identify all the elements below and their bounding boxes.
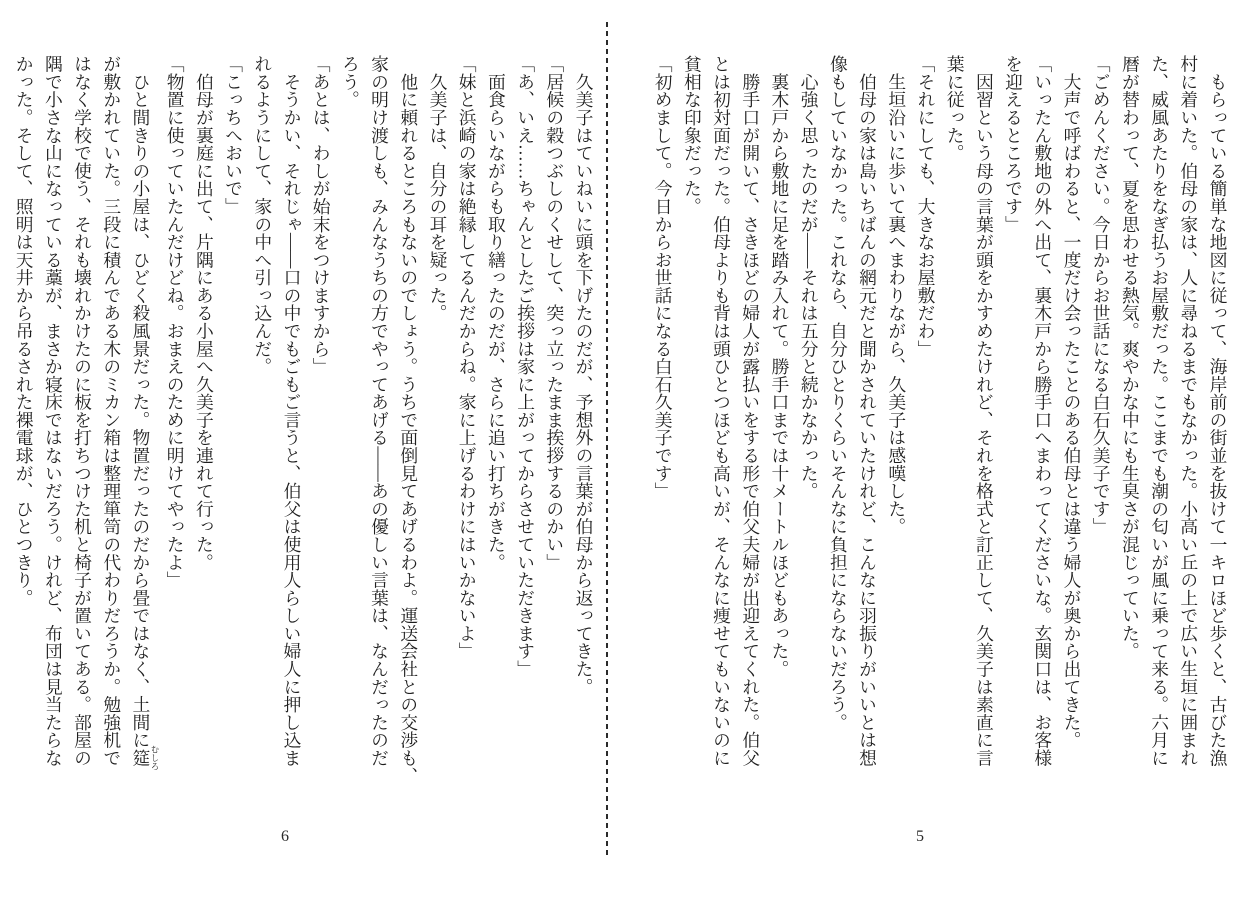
text-column: 「あ、いえ……ちゃんとしたご挨拶は家に上がってからさせていただきます」	[515, 55, 536, 678]
text-column: 村に着いた。伯母の家は、人に尋ねるまでもなかった。小高い丘の上で広い生垣に囲まれ	[1178, 55, 1199, 767]
text-column: 久美子は、自分の耳を疑った。	[427, 55, 448, 322]
text-column: ひと間きりの小屋は、ひどく殺風景だった。物置だったのだから畳ではなく、土間に筵 むしろ	[130, 55, 160, 771]
text-column: かった。そして、照明は天井から吊るされた裸電球が、ひとつきり。	[14, 55, 35, 607]
text-column: を迎えるところです」	[1003, 55, 1024, 233]
ruby-annotated-kanji: 筵 むしろ	[130, 744, 160, 771]
text-column: そうかい、それじゃ――口の中でもごもご言うと、伯父は使用人らしい婦人に押し込ま	[281, 55, 302, 767]
text-column: もらっている簡単な地図に従って、海岸前の街並を抜けて一キロほど歩くと、古びた漁	[1208, 55, 1228, 767]
text-column: 「こっちへおいで」	[223, 55, 244, 216]
text-column: 「いったん敷地の外へ出て、裏木戸から勝手口へまわってくださいな。玄関口は、お客様	[1032, 55, 1053, 767]
text-column: 「妹と浜崎の家は絶縁してるんだからね。家に上げるわけにはいかないよ」	[457, 55, 478, 660]
text-column: 「それにしても、大きなお屋敷だわ」	[915, 55, 936, 358]
book-page-left	[12, 55, 598, 800]
text-column: 心強く思ったのだが――それは五分と続かなかった。	[799, 55, 820, 500]
text-column: 葉に従った。	[945, 55, 966, 162]
text-column: 隅で小さな山になっている藁が、まさか寝床ではないだろう。けれど、布団は見当たらな	[43, 55, 64, 767]
text-column: 伯母の家は島いちばんの網元だと聞かされていたけれど、こんなに羽振りがいいとは想	[857, 55, 878, 767]
text-column: 大声で呼ばわると、一度だけ会ったことのある伯母とは違う婦人が奥から出てきた。	[1061, 55, 1082, 749]
text-column: 因習という母の言葉が頭をかすめたけれど、それを格式と訂正して、久美子は素直に言	[974, 55, 995, 767]
text-column: 面食らいながらも取り繕ったのだが、さらに追い打ちがきた。	[486, 55, 507, 571]
text-column: 「あとは、わしが始末をつけますから」	[311, 55, 332, 376]
text-column: た、威風あたりをなぎ払うお屋敷だった。ここまでも潮の匂いが風に乗って来る。六月に	[1149, 55, 1170, 767]
page-number-left: 6	[281, 828, 289, 845]
text-column: 「居候の穀つぶしのくせして、突っ立ったまま挨拶するのかい」	[544, 55, 565, 571]
book-page-right	[646, 55, 1232, 800]
text-column: 「物置に使っていたんだけどね。おまえのために明けてやったよ」	[165, 55, 186, 589]
text-column: れるようにして、家の中へ引っ込んだ。	[252, 55, 273, 376]
text-column: 勝手口が開いて、さきほどの婦人が露払いをする形で伯父夫婦が出迎えてくれた。伯父	[740, 55, 761, 767]
page-number-right: 5	[916, 828, 924, 845]
text-column: 「ごめんください。今日からお世話になる白石久美子です」	[1091, 55, 1112, 536]
text-column: 家の明け渡しも、みんなうちの方でやってあげる――あの優しい言葉は、なんだったのだ	[369, 55, 390, 767]
text-column: 「初めまして。今日からお世話になる白石久美子です」	[653, 55, 674, 500]
text-column: 伯母が裏庭に出て、片隅にある小屋へ久美子を連れて行った。	[194, 55, 215, 571]
text-column: 裏木戸から敷地に足を踏み入れて。勝手口までは十メートルほどもあった。	[769, 55, 790, 678]
text-column: 像もしていなかった。これなら、自分ひとりくらいそんなに負担にならないだろう。	[828, 55, 849, 732]
text-column: ろう。	[340, 55, 361, 109]
text-column: とは初対面だった。伯母よりも背は頭ひとつほども高いが、そんなに痩せてもいないのに	[711, 55, 732, 767]
text-column: 他に頼れるところもないのでしょう。うちで面倒見てあげるわよ。運送会社との交渉も、	[398, 55, 419, 785]
text-column: はなく学校で使う、それも壊れかけたのに板を打ちつけた机と椅子が置いてある。部屋の	[72, 55, 93, 767]
text-column: が敷かれていた。三段に積んである木のミカン箱は整理箪笥の代わりだろうか。勉強机で	[101, 55, 122, 767]
page-divider-dashed-line	[606, 22, 608, 855]
text-column: 貧相な印象だった。	[682, 55, 703, 216]
text-column: 生垣沿いに歩いて裏へまわりながら、久美子は感嘆した。	[886, 55, 907, 536]
text-column: 暦が替わって、夏を思わせる熱気。爽やかな中にも生臭さが混じっていた。	[1120, 55, 1141, 660]
text-column: 久美子はていねいに頭を下げたのだが、予想外の言葉が伯母から返ってきた。	[574, 55, 594, 696]
